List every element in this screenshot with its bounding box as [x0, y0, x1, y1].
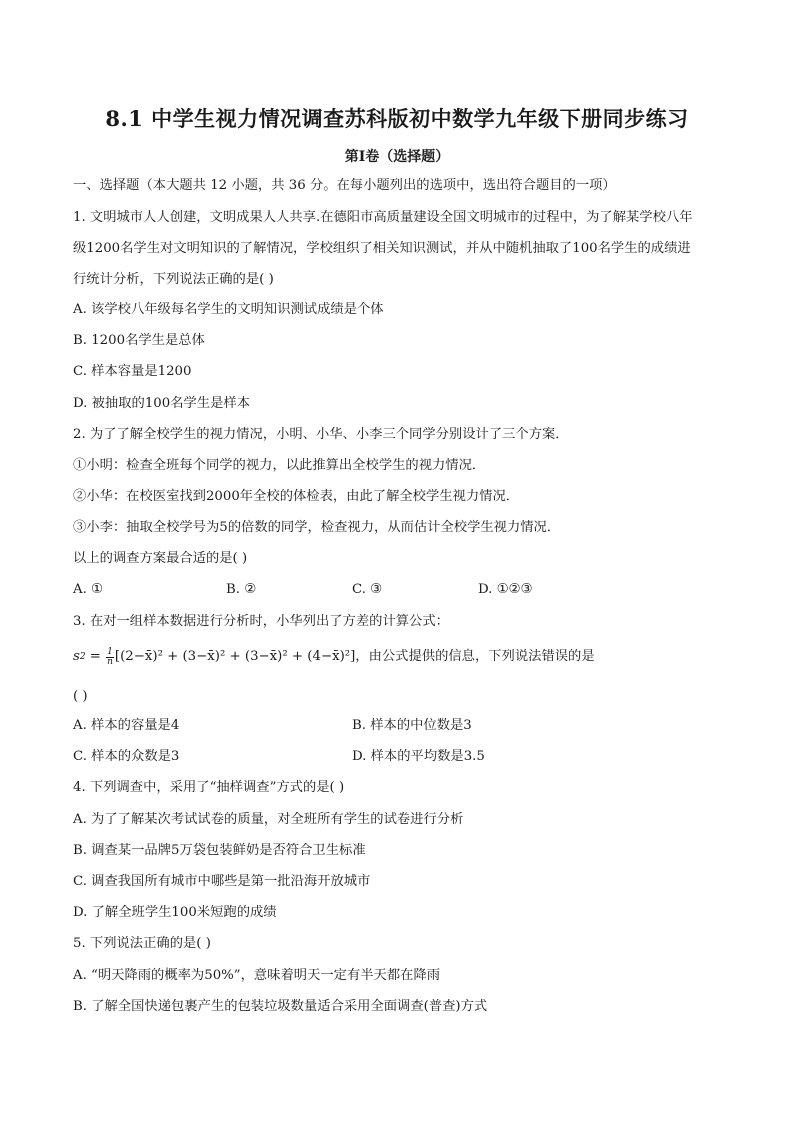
q4-stem-line1: 4. 下列调查中，采用了“抽样调查”方式的是( ) [73, 780, 345, 795]
q4-option-a: A. 为了了解某次考试试卷的质量，对全班所有学生的试卷进行分析 [73, 812, 464, 827]
q1-stem-line1: 1. 文明城市人人创建，文明成果人人共享.在德阳市高质量建设全国文明城市的过程中，为了解某学校八年 [73, 210, 693, 225]
q3-option-d: D. 样本的平均数是3.5 [352, 749, 485, 764]
q1-stem-line3: 行统计分析，下列说法正确的是( ) [73, 272, 274, 287]
formula-variable: s [73, 649, 80, 664]
formula-exponent: 2 [79, 652, 86, 662]
section-heading: 一、选择题（本大题共 12 小题，共 36 分。在每小题列出的选项中，选出符合题目的一项） [73, 178, 616, 193]
q1-stem-line2: 级1200名学生对文明知识的了解情况，学校组织了相关知识测试，并从中随机抽取了100名学生的成绩进 [73, 241, 691, 256]
q2-plan-3: ③小李：抽取全校学号为5的倍数的同学，检查视力，从而估计全校学生视力情况． [73, 520, 561, 535]
formula-body: [(2−x̄)² + (3−x̄)² + (3−x̄)² + (4−x̄)²] [114, 649, 356, 664]
q3-option-a: A. 样本的容量是4 [73, 718, 180, 733]
formula-fraction [106, 648, 114, 667]
q4-option-c: C. 调查我国所有城市中哪些是第一批沿海开放城市 [73, 874, 371, 889]
q3-stem-line3: ( ) [73, 689, 88, 704]
q1-option-c: C. 样本容量是1200 [73, 364, 192, 379]
q2-stem-line2: 以上的调查方案最合适的是( ) [73, 551, 248, 566]
q2-plan-1: ①小明：检查全班每个同学的视力，以此推算出全校学生的视力情况． [73, 458, 486, 473]
q2-stem-line1: 2. 为了了解全校学生的视力情况，小明、小华、小李三个同学分别设计了三个方案． [73, 427, 569, 442]
page-title: 8.1 中学生视力情况调查苏科版初中数学九年级下册同步练习 [105, 106, 689, 131]
q5-option-a: A. “明天降雨的概率为50%”，意味着明天一定有半天都在降雨 [73, 968, 441, 983]
q2-option-d: D. ①②③ [478, 582, 533, 597]
q2-plan-2: ②小华：在校医室找到2000年全校的体检表，由此了解全校学生视力情况． [73, 489, 520, 504]
formula-lhs [73, 647, 86, 667]
q4-option-b: B. 调查某一品牌5万袋包装鲜奶是否符合卫生标准 [73, 843, 366, 858]
q1-option-d: D. 被抽取的100名学生是样本 [73, 396, 250, 411]
q1-option-b: B. 1200名学生是总体 [73, 333, 205, 348]
q2-option-c: C. ③ [352, 582, 383, 597]
q5-option-b: B. 了解全国快递包裹产生的包装垃圾数量适合采用全面调查(普查)方式 [73, 999, 488, 1014]
q5-stem-line1: 5. 下列说法正确的是( ) [73, 936, 211, 951]
q4-option-d: D. 了解全班学生100米短跑的成绩 [73, 905, 277, 920]
q3-stem-line1: 3. 在对一组样本数据进行分析时，小华列出了方差的计算公式： [73, 614, 449, 629]
q2-option-a: A. ① [73, 582, 103, 597]
fraction-denominator: n [107, 656, 113, 667]
formula-tail-text: ，由公式提供的信息，下列说法错误的是 [355, 649, 595, 664]
q1-option-a: A. 该学校八年级每名学生的文明知识测试成绩是个体 [73, 302, 384, 317]
q3-option-c: C. 样本的众数是3 [73, 749, 180, 764]
formula-equals: = [85, 649, 106, 664]
variance-formula [73, 647, 595, 667]
fraction-numerator: 1 [107, 646, 113, 657]
page-subtitle: 第Ⅰ卷（选择题） [344, 149, 450, 165]
q3-option-b: B. 样本的中位数是3 [352, 718, 472, 733]
q2-option-b: B. ② [226, 582, 257, 597]
